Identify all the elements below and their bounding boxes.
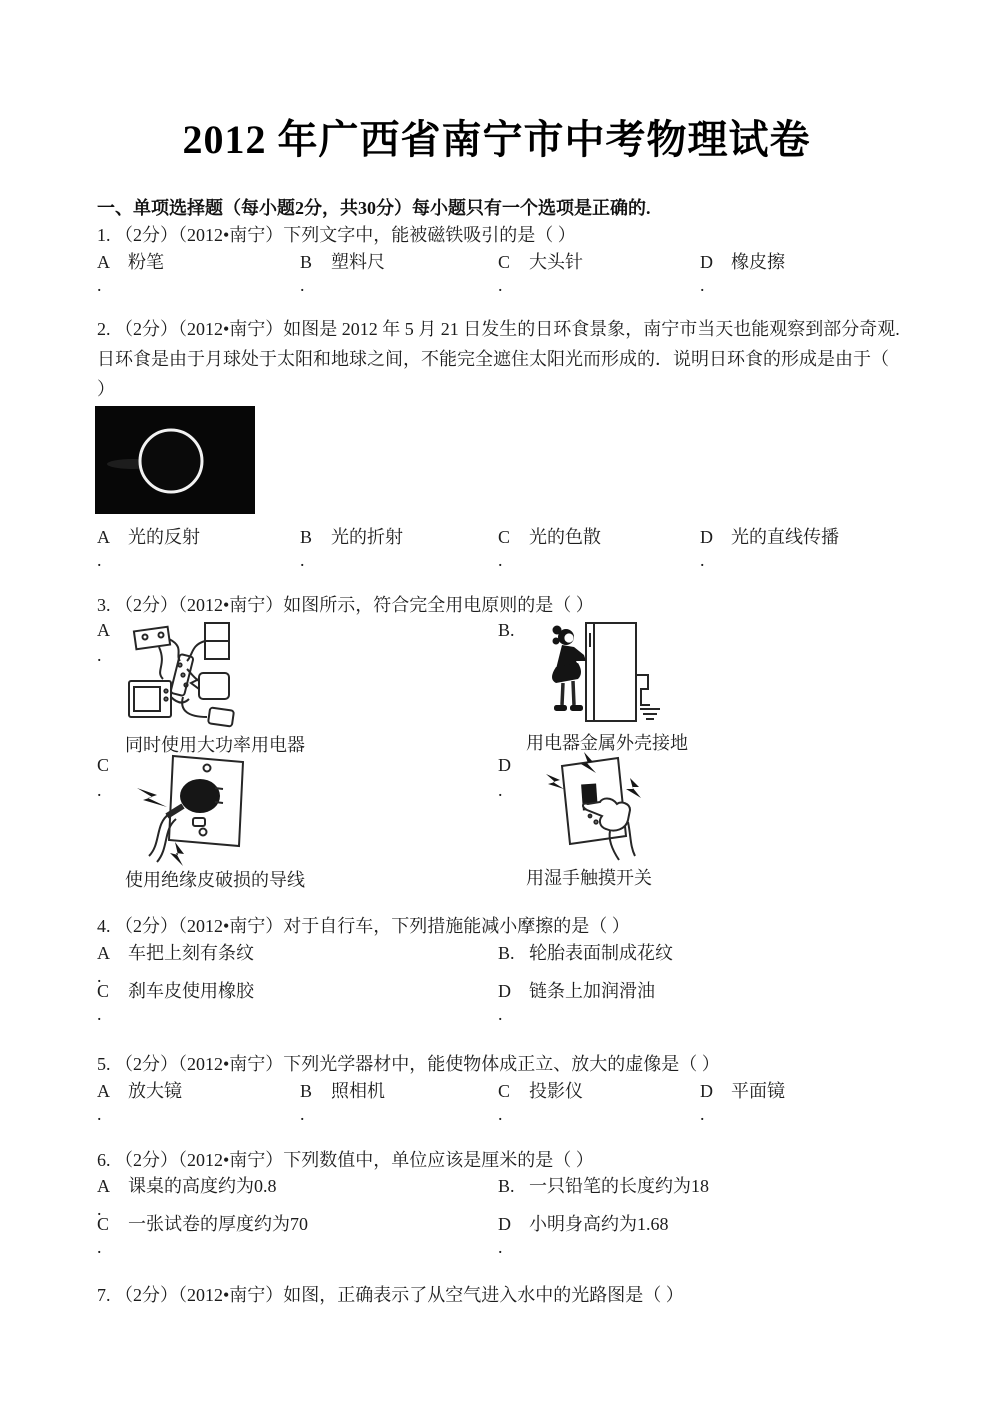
- q5-option-b: [300, 1078, 498, 1124]
- option-label: A: [97, 943, 110, 963]
- figure-caption: 使用绝缘皮破损的导线: [125, 870, 305, 890]
- option-label: B.: [498, 943, 515, 963]
- option-text: 放大镜: [128, 1081, 182, 1101]
- option-label: B: [300, 527, 313, 547]
- option-label: A: [97, 527, 110, 547]
- q2-stem: [97, 314, 919, 404]
- option-dot: .: [700, 275, 705, 295]
- option-label: D: [700, 527, 713, 547]
- option-text: 平面镜: [731, 1081, 785, 1101]
- option-dot: .: [700, 1104, 705, 1124]
- q7-stem: 7. （2分）（2012•南宁）如图，正确表示了从空气进入水中的光路图是（ ）: [97, 1285, 684, 1305]
- q6-options-row1: [97, 1173, 917, 1219]
- figure-label: A: [97, 620, 110, 640]
- q4-options-row2: [97, 978, 917, 1024]
- q5-options: [97, 1078, 917, 1124]
- figure-label: B.: [498, 620, 515, 640]
- option-label: D: [498, 1214, 511, 1234]
- option-dot: .: [97, 1199, 102, 1219]
- q3-figure-b: [498, 617, 688, 755]
- q2-options: [97, 524, 917, 570]
- appliances-overload-figure: [125, 617, 245, 731]
- figure-label-dot: .: [498, 780, 503, 800]
- annular-eclipse-photo: [95, 406, 255, 514]
- option-text: 粉笔: [128, 252, 164, 272]
- option-dot: .: [97, 1237, 102, 1257]
- q5-option-c: [498, 1078, 700, 1124]
- option-dot: .: [97, 1104, 102, 1124]
- q6-option-c: [97, 1211, 498, 1257]
- option-text: 小明身高约为1.68: [529, 1214, 669, 1234]
- q2-stem-line2: 日环食是由于月球处于太阳和地球之间，不能完全遮住太阳光而形成的．说明日环食的形成是由于（: [97, 349, 889, 369]
- q2-option-d: [700, 524, 917, 570]
- option-text: 光的色散: [529, 527, 601, 547]
- page-title: 2012 年广西省南宁市中考物理试卷: [182, 117, 811, 162]
- q1-options: [97, 249, 917, 295]
- q2-stem-line3: ）: [97, 379, 115, 399]
- q4-option-b: [498, 940, 917, 982]
- option-dot: .: [498, 1004, 503, 1024]
- option-text: 车把上刻有条纹: [128, 943, 254, 963]
- q6-stem: 6. （2分）（2012•南宁）下列数值中，单位应该是厘米的是（ ）: [97, 1150, 594, 1170]
- option-label: B: [300, 1081, 313, 1101]
- damaged-wire-plug-figure: [125, 752, 257, 866]
- q6-option-a: [97, 1173, 498, 1219]
- option-text: 橡皮擦: [731, 252, 785, 272]
- q3-figure-a: [97, 617, 305, 757]
- option-text: 投影仪: [529, 1081, 583, 1101]
- option-text: 光的折射: [331, 527, 403, 547]
- option-text: 轮胎表面制成花纹: [529, 943, 673, 963]
- option-dot: .: [700, 550, 705, 570]
- option-dot: .: [97, 966, 102, 986]
- option-text: 塑料尺: [331, 252, 385, 272]
- figure-label: C: [97, 755, 110, 775]
- q5-option-d: [700, 1078, 917, 1124]
- option-text: 光的直线传播: [731, 527, 839, 547]
- q4-option-d: [498, 978, 917, 1024]
- option-dot: .: [498, 1104, 503, 1124]
- option-label: C: [97, 1214, 110, 1234]
- option-label: B: [300, 252, 313, 272]
- q2-option-a: [97, 524, 300, 570]
- figure-label-dot: .: [97, 645, 102, 665]
- q6-options-row2: [97, 1211, 917, 1257]
- option-dot: .: [300, 275, 305, 295]
- q4-options-row1: [97, 940, 917, 986]
- option-label: D: [700, 1081, 713, 1101]
- option-dot: .: [97, 550, 102, 570]
- figure-caption: 用电器金属外壳接地: [526, 733, 688, 753]
- option-label: C: [97, 981, 110, 1001]
- q6-option-b: [498, 1173, 917, 1215]
- q2-option-c: [498, 524, 700, 570]
- option-dot: .: [498, 275, 503, 295]
- q6-option-d: [498, 1211, 917, 1257]
- figure-label-dot: .: [97, 780, 102, 800]
- q3-figure-d: [498, 752, 654, 890]
- option-text: 大头针: [529, 252, 583, 272]
- option-text: 一张试卷的厚度约为70: [128, 1214, 308, 1234]
- q2-option-b: [300, 524, 498, 570]
- option-label: D: [700, 252, 713, 272]
- option-text: 光的反射: [128, 527, 200, 547]
- q4-stem: 4. （2分）（2012•南宁）对于自行车，下列措施能减小摩擦的是（ ）: [97, 916, 630, 936]
- option-dot: .: [300, 550, 305, 570]
- option-label: D: [498, 981, 511, 1001]
- q3-figure-c: [97, 752, 305, 892]
- figure-caption: 用湿手触摸开关: [526, 868, 652, 888]
- q5-option-a: [97, 1078, 300, 1124]
- option-label: C: [498, 1081, 511, 1101]
- q5-stem: 5. （2分）（2012•南宁）下列光学器材中，能使物体成正立、放大的虚像是（ ）: [97, 1054, 720, 1074]
- option-dot: .: [300, 1104, 305, 1124]
- wet-hand-switch-figure: [526, 752, 654, 864]
- figure-caption: 同时使用大功率用电器: [125, 735, 305, 755]
- option-label: A: [97, 252, 110, 272]
- option-label: A: [97, 1176, 110, 1196]
- option-dot: .: [498, 1237, 503, 1257]
- option-text: 照相机: [331, 1081, 385, 1101]
- option-text: 课桌的高度约为0.8: [128, 1176, 277, 1196]
- q1-stem: 1. （2分）（2012•南宁）下列文字中，能被磁铁吸引的是（ ）: [97, 225, 576, 245]
- option-text: 一只铅笔的长度约为18: [529, 1176, 709, 1196]
- figure-label: D: [498, 755, 511, 775]
- option-text: 刹车皮使用橡胶: [128, 981, 254, 1001]
- q1-option-b: [300, 249, 498, 295]
- option-label: C: [498, 252, 511, 272]
- section-1-header: 一、单项选择题（每小题2分，共30分）每小题只有一个选项是正确的.: [97, 198, 651, 218]
- option-label: B.: [498, 1176, 515, 1196]
- q3-stem: 3. （2分）（2012•南宁）如图所示，符合完全用电原则的是（ ）: [97, 595, 594, 615]
- option-dot: .: [97, 1004, 102, 1024]
- q2-stem-line1: 2. （2分）（2012•南宁）如图是 2012 年 5 月 21 日发生的日环食景象，南宁市当天也能观察到部分奇观.: [97, 319, 900, 339]
- option-label: C: [498, 527, 511, 547]
- option-dot: .: [498, 550, 503, 570]
- q1-option-d: [700, 249, 917, 295]
- option-dot: .: [97, 275, 102, 295]
- q4-option-a: [97, 940, 498, 986]
- option-text: 链条上加润滑油: [529, 981, 655, 1001]
- q1-option-c: [498, 249, 700, 295]
- fridge-grounding-figure: [526, 617, 662, 729]
- option-label: A: [97, 1081, 110, 1101]
- q1-option-a: [97, 249, 300, 295]
- q4-option-c: [97, 978, 498, 1024]
